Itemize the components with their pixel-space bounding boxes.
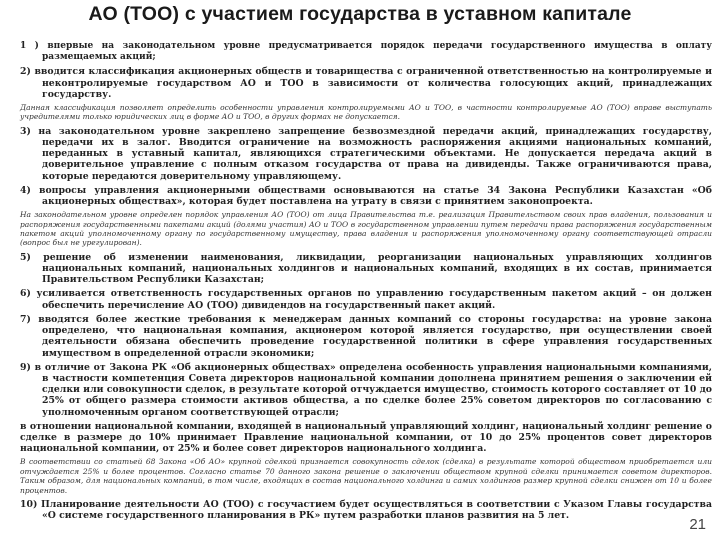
list-item-1: [20, 41, 712, 63]
item-text: вопросы управления акционерными обществами основываются на статье 34 Закона Республики Казахстан «Об акционерных обществах», которая будет поставлена на утрату в связи с принятием законопроекта.: [39, 184, 712, 208]
item-number: 2): [20, 66, 31, 78]
item-text: вводится классификация акционерных обществ и товарищества с ограниченной ответственностью на контролируемые и неконтролируемые государством АО и ТОО в зависимости от количества голосующих акций, принадлежащих государству.: [34, 66, 712, 100]
item-number: 9): [20, 361, 31, 373]
list-item-5: [20, 252, 712, 286]
item-text: впервые на законодательном уровне предусматривается порядок передачи государственного имущества в оплату размещаемых акций;: [42, 41, 713, 63]
list-item-9: [20, 362, 712, 418]
page-number: 21: [689, 516, 706, 533]
list-item-6: [20, 288, 712, 310]
item-number: 6): [20, 288, 31, 300]
item-number: 3): [20, 125, 31, 137]
item-number: 10): [20, 498, 38, 510]
item-number: 1 ): [20, 41, 39, 51]
item-text: в отличие от Закона РК «Об акционерных обществах» определена особенность управления национальными компаниями, в частности компетенция Совета директоров национальной компании дополнена принятием решения о заключении ей сделки или совокупности сделок, в результате которой отчуждается имущество, стоимость которого составляет от 10 до 25% от общего размера стоимости активов общества, а по сделке более 25% советом директоров по согласованию с уполномоченным органом соответствующей отрасли;: [34, 361, 712, 418]
list-item-2: [20, 66, 712, 100]
list-item-10: [20, 499, 712, 521]
item-number: 7): [20, 313, 31, 325]
item-text: на законодательном уровне закреплено запрещение безвозмездной передачи акций, принадлежащих государству, передачи их в залог. Вводится ограничение на возможность распоряжения акциями национальных компаний, переданных в уставный капитал, являющихся стратегическими объектами. Не допускается передача акций в доверительное управление с полным отказом государства от права на дивиденды. Также ограничиваются права, которые передаются доверительному управляющему.: [38, 125, 712, 182]
item-number: 5): [20, 251, 31, 263]
item-text: Планирование деятельности АО (ТОО) с госучастием будет осуществляться в соответствии с Указом Главы государства «О системе государственного планирования в РК» путем разработки планов развития на 5 лет.: [41, 498, 712, 522]
item-text: решение об изменении наименования, ликвидации, реорганизации национальных управляющих холдингов национальных компаний, национальных холдингов и национальных компаний, входящих в их состав, принимается Правительством Республики Казахстан;: [42, 251, 712, 286]
item-text: вводятся более жесткие требования к менеджерам данных компаний со стороны государства: на уровне закона определено, что национальная компания, акционером которой является государство, при осуществлении своей деятельности обязана обеспечить проведение государственной политики в сфере управления государственных имуществом в определенной отрасли экономики;: [38, 313, 712, 359]
note-management: На законодательном уровне определен порядок управления АО (ТОО) от лица Правительства т.е. реализация Правительством своих прав владения, пользования и распоряжения государственными пакетами акций (долями участия) АО и ТОО в государственном управлении путем передачи права распоряжения государственным пакетом акций уполномоченному органу по государственному имуществу, права владения и распоряжения уполномоченному органу соответствующей отрасли (вопрос был не урегулирован).: [20, 210, 712, 248]
list-item-3: [20, 126, 712, 182]
slide-title: АО (ТОО) с участием государства в уставном капитале: [88, 3, 632, 25]
slide-content: [20, 41, 712, 521]
item-text: усиливается ответственность государственных органов по управлению государственным пакетом акций – он должен обеспечить перечисление АО (ТОО) дивидендов на государственный пакет акций.: [36, 288, 712, 311]
item-number: 4): [20, 184, 31, 196]
list-item-7: [20, 314, 712, 359]
note-large-deal: В соответствии со статьей 68 Закона «Об АО» крупной сделкой признается совокупность сделок (сделка) в результате которой обществом приобретается или отчуждается 25% и более процентов. Согласно статье 70 данного закона решение о заключении обществом крупной сделки принимается советом директоров. Таким образом, для национальных компаний, в том числе, входящих в состав национального холдинга и самих холдингов размер крупной сделки снижен от 10 и более процентов.: [20, 457, 712, 495]
note-classification: Данная классификация позволяет определить особенности управления контролируемыми АО и ТОО, в частности контролируемые АО (ТОО) вправе выступать учредителями только юридических лиц в форме АО и ТОО, в других формах не допускается.: [20, 103, 712, 122]
paragraph-holding-deals: в отношении национальной компании, входящей в национальный управляющий холдинг, национальный холдинг решение о сделке в размере до 10% принимает Правление национальной компании, от 10 до 25% процентов совет директоров национальной компании, от 25% и более совет директоров национального холдинга.: [20, 420, 712, 455]
list-item-4: [20, 185, 712, 207]
